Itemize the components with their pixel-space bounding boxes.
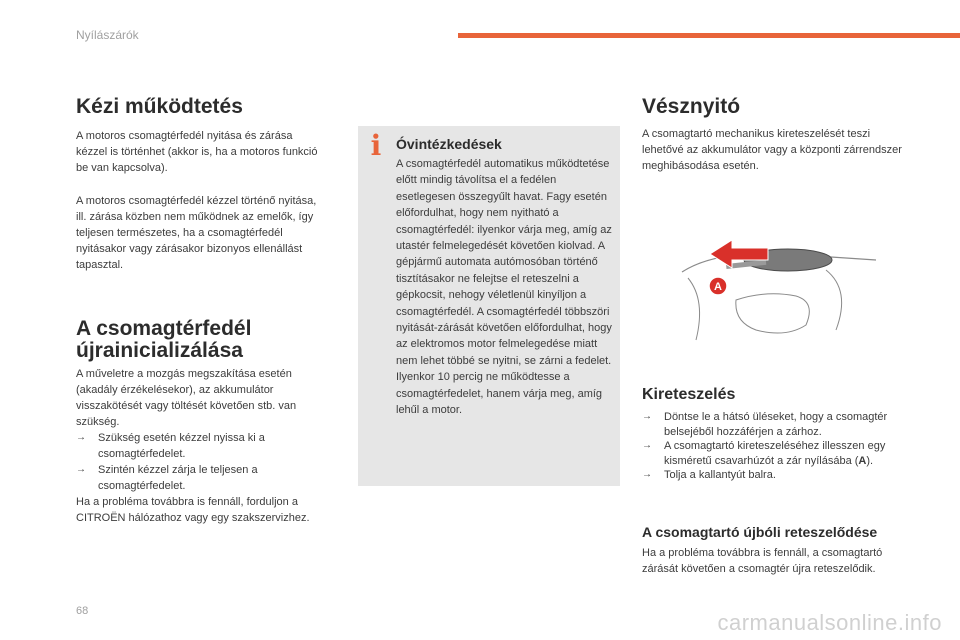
- relock-text: Ha a probléma továbbra is fennáll, a csomagtartó zárását követően a csomagtér újra reteszelődik.: [642, 547, 883, 575]
- reinit-p2: Ha a probléma továbbra is fennáll, forduljon a CITROËN hálózathoz vagy egy szakszervizhez.: [76, 496, 310, 524]
- emergency-opener-heading: Vésznyitó: [642, 95, 741, 118]
- reinit-p1: A műveletre a mozgás megszakítása esetén (akadály érzékelésekor), az akkumulátor visszakötését vagy töltését követően stb. van szükség.: [76, 368, 297, 428]
- manual-operation-heading: Kézi működtetés: [76, 95, 243, 118]
- manual-operation-text-2: [76, 193, 326, 273]
- header-accent-bar: [458, 33, 960, 38]
- precautions-box: [358, 126, 620, 486]
- info-icon: i: [370, 129, 382, 162]
- reference-a: A: [858, 454, 867, 467]
- lock-housing: [736, 294, 810, 333]
- trunk-outline: [688, 278, 700, 340]
- manual-p2: A motoros csomagtérfedél kézzel történő nyitása, ill. zárása közben nem működnek az emelők, így teljesen természetes, ha a csomagtérfedél nyitásakor vagy zárásakor bizonyos ellenállást tapasztal.: [76, 195, 317, 271]
- manual-p1: A motoros csomagtérfedél nyitása és zárása kézzel is történhet (akkor is, ha a motoros funkció be van kapcsolva).: [76, 130, 318, 174]
- list-item: → Szükség esetén kézzel nyissa ki a csomagtérfedelet.: [76, 432, 265, 460]
- unlock-heading: Kireteszelés: [642, 386, 736, 403]
- list-item: → Döntse le a hátsó üléseket, hogy a csomagtér belsejéből hozzáférjen a zárhoz.: [642, 411, 888, 438]
- list-item: → Szintén kézzel zárja le teljesen a csomagtérfedelet.: [76, 464, 258, 492]
- trunk-outline: [826, 270, 842, 330]
- emergency-opener-text: A csomagtartó mechanikus kireteszelését teszi lehetővé az akkumulátor vagy a központi zárrendszer meghibásodása esetén.: [642, 128, 902, 172]
- bullet-arrow-icon: →: [76, 464, 86, 475]
- bullet-arrow-icon: →: [642, 411, 652, 422]
- chapter-title: Nyílászárók: [76, 28, 139, 42]
- relock-heading: A csomagtartó újbóli reteszelődése: [642, 524, 878, 540]
- watermark: carmanualsonline.info: [717, 610, 942, 635]
- unlock-steps: [642, 410, 912, 483]
- precautions-text: A csomagtérfedél automatikus működtetése előtt mindig távolítsa el a fedélen esetlegesen összegyűlt havat. Fagy esetén előfordulhat, hogy nem nyitható a csomagtérfedél: ilyenkor várja meg, amíg az utastér felmelegedését követően kiolvad. A gépjármű automata autómosóban történő tisztításakor ne felejtse el reteszelni a gépkocsit, nehogy véletlenül kinyíljon a csomagtérfedél. A csomagtérfedél többszöri nyitását-zárását követően előfordulhat, hogy az elektromos motor felmelegedése miatt nem lehet többé se nyitni, se zárni a fedelet. Ilyenkor 10 percig ne működtesse a csomagtérfedelet, hanem várja meg, amíg lehűl a motor.: [396, 158, 612, 417]
- reinit-text: [76, 366, 326, 526]
- list-item: → A csomagtartó kireteszeléséhez illesszen egy kisméretű csavarhúzót a zár nyílásába (A).: [642, 440, 886, 467]
- callout-a-label: A: [714, 281, 722, 293]
- list-item: → Tolja a kallantyút balra.: [642, 469, 776, 481]
- bullet-arrow-icon: →: [76, 432, 86, 443]
- trunk-lock-illustration: [676, 230, 886, 360]
- manual-operation-text-1: [76, 128, 326, 176]
- reinit-heading: A csomagtérfedél újrainicializálása: [76, 317, 252, 362]
- bullet-arrow-icon: →: [642, 440, 652, 451]
- page-number: 68: [76, 605, 89, 617]
- bullet-arrow-icon: →: [642, 469, 652, 480]
- precautions-heading: Óvintézkedések: [396, 136, 502, 152]
